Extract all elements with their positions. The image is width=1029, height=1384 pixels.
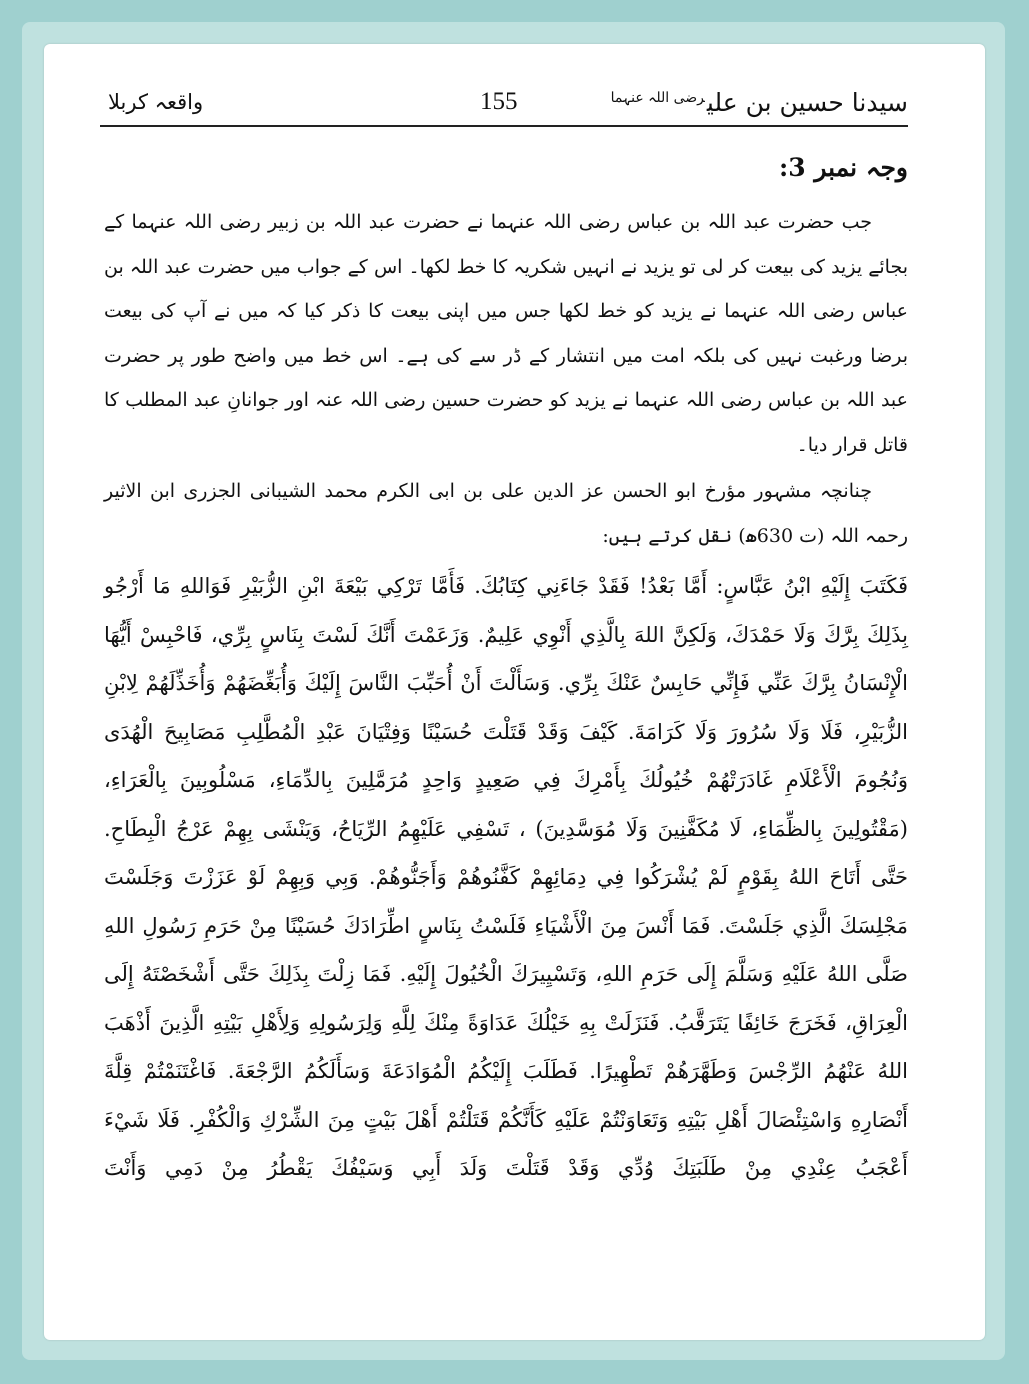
section-heading: وجہ نمبر 3: [779, 153, 908, 182]
book-title [611, 88, 908, 117]
honorific-mark: رضی اللہ عنہما [610, 89, 705, 106]
header-rule [100, 125, 908, 127]
page-number: 155 [480, 88, 518, 115]
page-body [104, 150, 908, 1193]
chapter-title: واقعہ کربلا [108, 90, 204, 114]
urdu-paragraph-1: جب حضرت عبد اللہ بن عباس رضی اللہ عنہما نے حضرت عبد اللہ بن زبیر رضی اللہ عنہما کے بجائے یزید کی بیعت کر لی تو یزید نے انہیں شکریہ کا خط لکھا۔ اس کے جواب میں حضرت عبد اللہ بن عباس رضی اللہ عنہما نے یزید کو خط لکھا جس میں اپنی بیعت کا ذکر کیا کہ میں نے آپ کی بیعت برضا ورغبت نہیں کی بلکہ امت میں انتشار کے ڈر سے کی ہے۔ اس خط میں واضح طور پر حضرت عبد اللہ بن عباس رضی اللہ عنہما نے یزید کو حضرت حسین رضی اللہ عنہ اور جوانانِ عبد المطلب کا قاتل قرار دیا۔ [104, 211, 908, 456]
urdu-paragraph-2: چنانچہ مشہور مؤرخ ابو الحسن عز الدین علی بن ابی الکرم محمد الشیبانی الجزری ابن الاثیر رحمہ اللہ (ت 630ھ) نقل کرتے ہیں: [104, 480, 908, 547]
book-title-text: سیدنا حسین بن علی [706, 88, 908, 117]
arabic-quotation: فَكَتَبَ إِلَيْهِ ابْنُ عَبَّاسٍ: أَمَّا بَعْدُ! فَقَدْ جَاءَنِي كِتَابُكَ. فَأَمَّا تَرْكِي بَيْعَةَ ابْنِ الزُّبَيْرِ فَوَاللهِ مَا أَرْجُو بِذَلِكَ بِرَّكَ وَلَا حَمْدَكَ، وَلَكِنَّ اللهَ بِالَّذِي أَنْوِي عَلِيمٌ. وَزَعَمْتَ أَنَّكَ لَسْتَ بِنَاسٍ بِرِّي، فَاحْبِسْ أَيُّهَا الْإِنْسَانُ بِرَّكَ عَنِّي فَإِنِّي حَابِسٌ عَنْكَ بِرِّي. وَسَأَلْتَ أَنْ أُحَبِّبَ النَّاسَ إِلَيْكَ وَأُبَغِّضَهُمْ وَأُخَذِّلَهُمْ لِابْنِ الزُّبَيْرِ، فَلَا وَلَا سُرُورَ وَلَا كَرَامَةَ. كَيْفَ وَقَدْ قَتَلْتَ حُسَيْنًا وَفِتْيَانَ عَبْدِ الْمُطَّلِبِ مَصَابِيحَ الْهُدَى وَنُجُومَ الْأَعْلَامِ غَادَرَتْهُمْ خُيُولُكَ بِأَمْرِكَ فِي صَعِيدٍ وَاحِدٍ مُرَمَّلِينَ بِالدِّمَاءِ، مَسْلُوبِينَ بِالْعَرَاءِ، (مَقْتُولِينَ بِالظِّمَاءِ، لَا مُكَفَّنِينَ وَلَا مُوَسَّدِينَ) ، تَسْفِي عَلَيْهِمُ الرِّيَاحُ، وَيَنْشَى بِهِمْ عَرْجُ الْبِطَاحِ. حَتَّى أَتَاحَ اللهُ بِقَوْمٍ لَمْ يُشْرَكُوا فِي دِمَائِهِمْ كَفَّنُوهُمْ وَأَجَنُّوهُمْ. وَبِي وَبِهِمْ لَوْ عَزَزْتَ وَجَلَسْتَ مَجْلِسَكَ الَّذِي جَلَسْتَ. فَمَا أَنْسَ مِنَ الْأَشْيَاءِ فَلَسْتُ بِنَاسٍ اطِّرَادَكَ حُسَيْنًا مِنْ حَرَمِ رَسُولِ اللهِ صَلَّى اللهُ عَلَيْهِ وَسَلَّمَ إِلَى حَرَمِ اللهِ، وَتَسْيِيرَكَ الْخُيُولَ إِلَيْهِ. فَمَا زِلْتَ بِذَلِكَ حَتَّى أَشْخَصْتَهُ إِلَى الْعِرَاقِ، فَخَرَجَ خَائِفًا يَتَرَقَّبُ. فَنَزَلَتْ بِهِ خَيْلُكَ عَدَاوَةً مِنْكَ لِلَّهِ وَلِرَسُولِهِ وَلِأَهْلِ بَيْتِهِ الَّذِينَ أَذْهَبَ اللهُ عَنْهُمُ الرِّجْسَ وَطَهَّرَهُمْ تَطْهِيرًا. فَطَلَبَ إِلَيْكُمُ الْمُوَادَعَةَ وَسَأَلَكُمُ الرَّجْعَةَ. فَاغْتَنَمْتُمْ قِلَّةَ أَنْصَارِهِ وَاسْتِئْصَالَ أَهْلِ بَيْتِهِ وَتَعَاوَنْتُمْ عَلَيْهِ كَأَنَّكُمْ قَتَلْتُمْ أَهْلَ بَيْتٍ مِنَ الشِّرْكِ وَالْكُفْرِ. فَلَا شَيْءَ أَعْجَبُ عِنْدِي مِنْ طَلَبَتِكَ وُدِّي وَقَدْ قَتَلْتَ وَلَدَ أَبِي وَسَيْفُكَ يَقْطُرُ مِنْ دَمِي وَأَنْتَ [104, 574, 908, 1180]
running-header [100, 84, 908, 124]
